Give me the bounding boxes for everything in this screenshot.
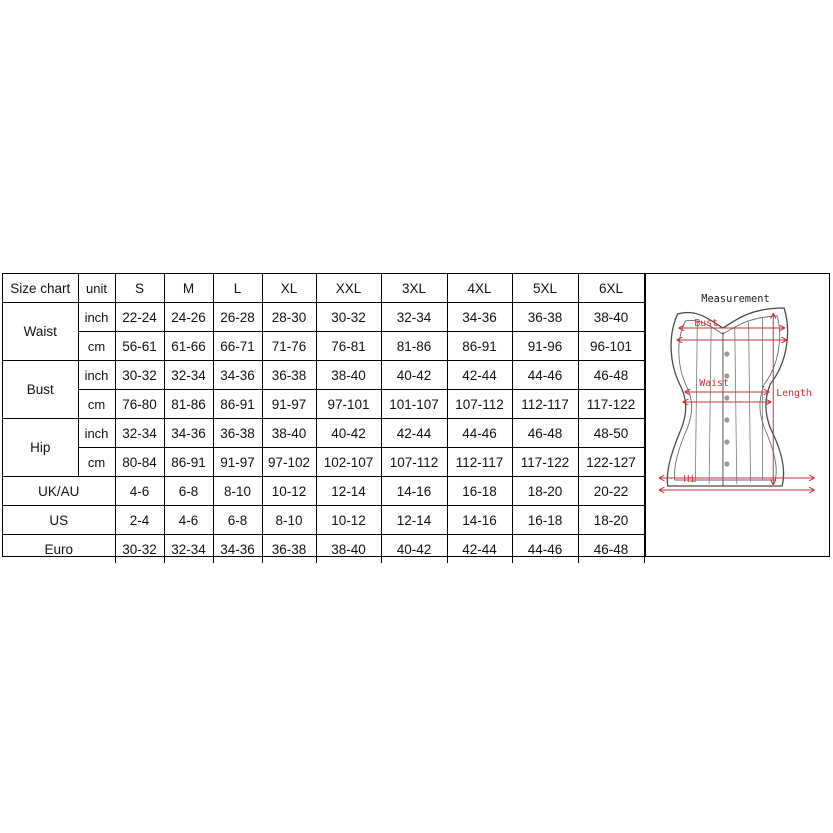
value-cell: 34-36 [213,535,262,564]
value-cell: 8-10 [213,477,262,506]
value-cell: 76-80 [115,390,164,419]
value-cell: 2-4 [115,506,164,535]
value-cell: 80-84 [115,448,164,477]
value-cell: 107-112 [381,448,447,477]
value-cell: 102-107 [316,448,381,477]
value-cell: 61-66 [164,332,213,361]
value-cell: 96-101 [578,332,644,361]
value-cell: 117-122 [512,448,578,477]
value-cell: 56-61 [115,332,164,361]
value-cell: 10-12 [262,477,316,506]
value-cell: 36-38 [213,419,262,448]
value-cell: 42-44 [381,419,447,448]
value-cell: 30-32 [115,361,164,390]
unit-cell: cm [78,390,115,419]
length-label: Length [775,387,812,400]
value-cell: 44-46 [512,535,578,564]
value-cell: 44-46 [512,361,578,390]
value-cell: 42-44 [447,535,512,564]
measurement-title: Measurement [700,292,770,306]
corset-measurement-diagram [646,274,830,556]
value-cell: 30-32 [115,535,164,564]
value-cell: 16-18 [447,477,512,506]
value-cell: 40-42 [316,419,381,448]
size-chart [2,273,830,557]
value-cell: 81-86 [164,390,213,419]
value-cell: 12-14 [381,506,447,535]
header-row [3,274,644,303]
value-cell: 4-6 [164,506,213,535]
value-cell: 8-10 [262,506,316,535]
value-cell: 16-18 [512,506,578,535]
size-header: L [213,274,262,303]
value-cell: 10-12 [316,506,381,535]
value-cell: 12-14 [316,477,381,506]
size-header: S [115,274,164,303]
value-cell: 112-117 [447,448,512,477]
size-table-body [3,274,644,563]
value-cell: 44-46 [447,419,512,448]
size-header: 3XL [381,274,447,303]
measurement-row [3,419,644,448]
value-cell: 18-20 [512,477,578,506]
measurement-label: Hip [3,419,78,477]
value-cell: 14-16 [381,477,447,506]
value-cell: 38-40 [316,361,381,390]
value-cell: 20-22 [578,477,644,506]
measurement-panel [645,274,830,556]
value-cell: 6-8 [213,506,262,535]
value-cell: 38-40 [316,535,381,564]
value-cell: 6-8 [164,477,213,506]
conversion-label: UK/AU [3,477,115,506]
size-header: 6XL [578,274,644,303]
conversion-row [3,535,644,564]
measurement-row [3,390,644,419]
value-cell: 4-6 [115,477,164,506]
measurement-label: Waist [3,303,78,361]
value-cell: 81-86 [381,332,447,361]
value-cell: 18-20 [578,506,644,535]
unit-cell: cm [78,332,115,361]
value-cell: 34-36 [447,303,512,332]
measurement-row [3,332,644,361]
value-cell: 86-91 [164,448,213,477]
busk-clasps [724,351,729,466]
value-cell: 48-50 [578,419,644,448]
size-header: XL [262,274,316,303]
conversion-row [3,506,644,535]
value-cell: 86-91 [213,390,262,419]
value-cell: 38-40 [262,419,316,448]
value-cell: 32-34 [115,419,164,448]
waist-label: Waist [698,377,729,390]
value-cell: 101-107 [381,390,447,419]
bust-label: Bust [693,317,718,330]
size-header: 4XL [447,274,512,303]
value-cell: 24-26 [164,303,213,332]
unit-cell: inch [78,303,115,332]
value-cell: 76-81 [316,332,381,361]
measurement-row [3,303,644,332]
value-cell: 97-101 [316,390,381,419]
value-cell: 32-34 [164,535,213,564]
unit-cell: inch [78,361,115,390]
value-cell: 32-34 [381,303,447,332]
value-cell: 36-38 [262,361,316,390]
value-cell: 30-32 [316,303,381,332]
value-cell: 46-48 [578,535,644,564]
conversion-row [3,477,644,506]
measurement-label: Bust [3,361,78,419]
size-header: M [164,274,213,303]
value-cell: 66-71 [213,332,262,361]
value-cell: 46-48 [578,361,644,390]
value-cell: 34-36 [164,419,213,448]
value-cell: 36-38 [512,303,578,332]
value-cell: 36-38 [262,535,316,564]
value-cell: 46-48 [512,419,578,448]
value-cell: 86-91 [447,332,512,361]
unit-cell: cm [78,448,115,477]
value-cell: 28-30 [262,303,316,332]
corner-header: Size chart [3,274,78,303]
value-cell: 26-28 [213,303,262,332]
size-header: XXL [316,274,381,303]
value-cell: 38-40 [578,303,644,332]
value-cell: 91-97 [262,390,316,419]
unit-cell: inch [78,419,115,448]
hip-label: Hi [682,473,695,486]
value-cell: 40-42 [381,535,447,564]
unit-header: unit [78,274,115,303]
measurement-row [3,448,644,477]
value-cell: 107-112 [447,390,512,419]
value-cell: 42-44 [447,361,512,390]
value-cell: 117-122 [578,390,644,419]
value-cell: 97-102 [262,448,316,477]
size-table [3,274,645,563]
measurement-row [3,361,644,390]
value-cell: 22-24 [115,303,164,332]
conversion-label: Euro [3,535,115,564]
value-cell: 122-127 [578,448,644,477]
value-cell: 34-36 [213,361,262,390]
value-cell: 14-16 [447,506,512,535]
value-cell: 112-117 [512,390,578,419]
size-header: 5XL [512,274,578,303]
value-cell: 40-42 [381,361,447,390]
conversion-label: US [3,506,115,535]
value-cell: 91-97 [213,448,262,477]
value-cell: 32-34 [164,361,213,390]
value-cell: 71-76 [262,332,316,361]
value-cell: 91-96 [512,332,578,361]
